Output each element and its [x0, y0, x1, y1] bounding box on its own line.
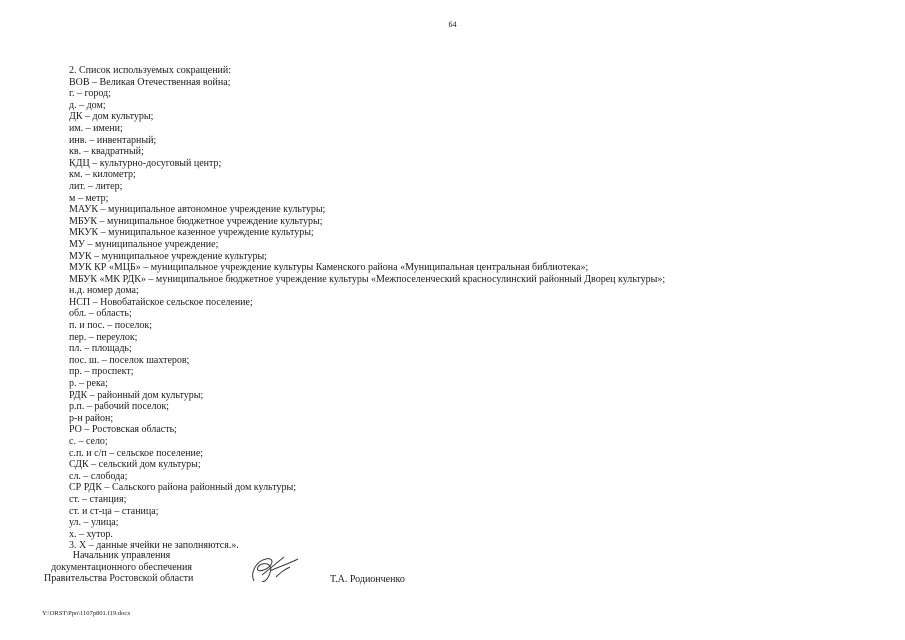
list-line: НСП – Новобатайское сельское поселение;: [69, 296, 253, 308]
list-line: пос. ш. – поселок шахтеров;: [69, 354, 190, 366]
list-line: МБУК «МК РДК» – муниципальное бюджетное учреждение культуры «Межпоселенческий красносулинский районный Дворец культуры»;: [69, 273, 666, 285]
list-line: ул. – улица;: [69, 517, 119, 529]
list-line: р.п. – рабочий поселок;: [69, 401, 170, 413]
list-line: р-н район;: [69, 412, 114, 424]
list-line: х. – хутор.: [69, 528, 113, 540]
list-line: 3. Х – данные ячейки не заполняются.».: [69, 540, 239, 552]
list-line: ст. – станция;: [69, 493, 127, 505]
signature-block: [44, 550, 199, 585]
list-line: КДЦ – культурно-досуговый центр;: [69, 157, 222, 169]
signer-name: Т.А. Родионченко: [330, 574, 405, 585]
list-line: г. – город;: [69, 88, 111, 100]
list-line: м – метр;: [69, 192, 109, 204]
list-line: ст. и ст-ца – станица;: [69, 505, 159, 517]
list-line: пл. – площадь;: [69, 343, 132, 355]
list-line: д. – дом;: [69, 99, 106, 111]
list-line: пер. – переулок;: [69, 331, 138, 343]
list-line: инв. – инвентарный;: [69, 134, 157, 146]
list-line: обл. – область;: [69, 308, 132, 320]
list-line: МКУК – муниципальное казенное учреждение культуры;: [69, 227, 314, 239]
list-line: ВОВ – Великая Отечественная война;: [69, 76, 231, 88]
list-line: им. – имени;: [69, 122, 123, 134]
list-line: МБУК – муниципальное бюджетное учреждение культуры;: [69, 215, 323, 227]
list-line: пр. – проспект;: [69, 366, 134, 378]
list-line: 2. Список используемых сокращений:: [69, 65, 232, 76]
page-number: 64: [448, 20, 457, 29]
list-line: с.п. и с/п – сельское поселение;: [69, 447, 204, 459]
list-line: МАУК – муниципальное автономное учреждение культуры;: [69, 204, 326, 216]
abbreviations-list: [69, 65, 665, 552]
signer-title-line-3: Правительства Ростовской области: [44, 573, 194, 584]
list-line: с. – село;: [69, 436, 108, 447]
list-line: МУК – муниципальное учреждение культуры;: [69, 250, 267, 262]
list-line: н.д. номер дома;: [69, 285, 139, 297]
list-line: сл. – слобода;: [69, 470, 128, 482]
list-line: СДК – сельский дом культуры;: [69, 459, 201, 471]
list-line: км. – километр;: [69, 169, 136, 181]
list-line: п. и пос. – поселок;: [69, 320, 152, 332]
list-line: кв. – квадратный;: [69, 146, 144, 158]
signer-title-line-1: Начальник управления: [72, 550, 171, 561]
list-line: МУК КР «МЦБ» – муниципальное учреждение культуры Каменского района «Муниципальная центральная библиотека»;: [69, 262, 589, 274]
list-line: лит. – литер;: [69, 180, 123, 192]
list-line: ДК – дом культуры;: [69, 111, 154, 123]
handwritten-signature: [240, 551, 306, 587]
list-line: МУ – муниципальное учреждение;: [69, 238, 219, 250]
list-line: р. – река;: [69, 378, 108, 390]
file-path: Y:\ORST\Ppo\1107p801.f19.docx: [42, 610, 131, 617]
list-line: РО – Ростовская область;: [69, 424, 177, 436]
list-line: СР РДК – Сальского района районный дом культуры;: [69, 482, 296, 494]
list-line: РДК – районный дом культуры;: [69, 389, 204, 401]
signer-title-line-2: документационного обеспечения: [51, 561, 192, 573]
